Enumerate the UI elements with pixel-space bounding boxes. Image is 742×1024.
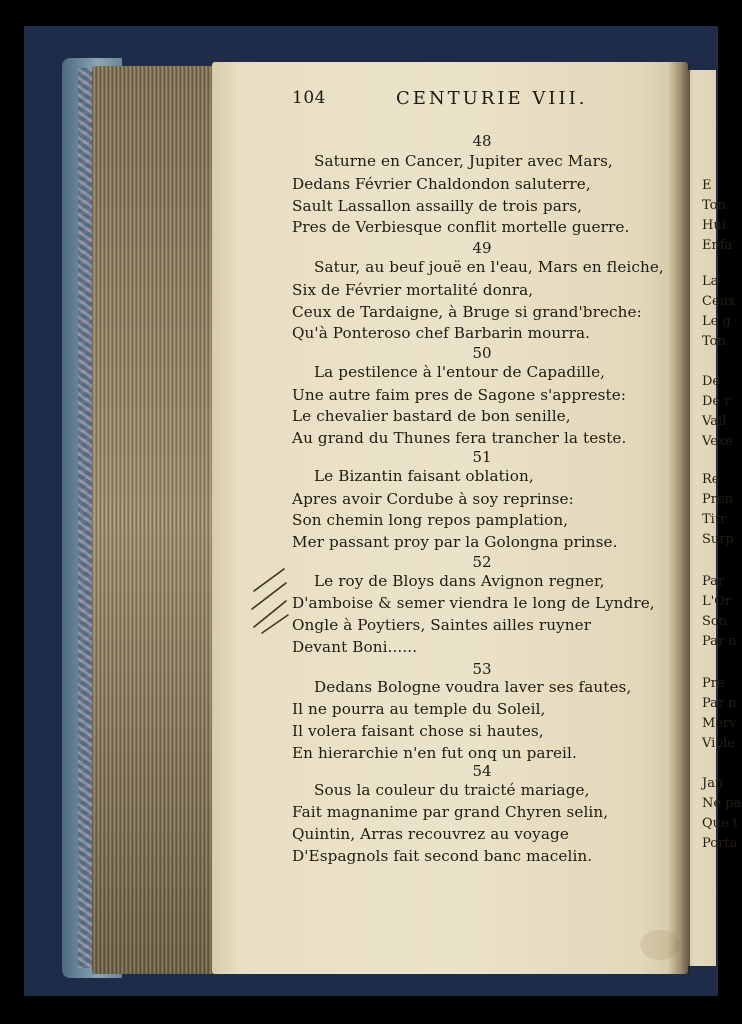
facing-fragment: Viole xyxy=(702,736,735,751)
verse-line: Le Bizantin faisant oblation, xyxy=(314,467,534,485)
verse-line: Au grand du Thunes fera trancher la teste. xyxy=(292,429,627,447)
verse-line: Mer passant proy par la Golongna prinse. xyxy=(292,533,618,551)
verse-line: Devant Boni...... xyxy=(292,638,418,656)
verse-line: Le chevalier bastard de bon senille, xyxy=(292,407,571,425)
verse-line: Apres avoir Cordube à soy reprinse: xyxy=(292,490,574,508)
quatrain-number: 49 xyxy=(472,239,492,257)
facing-fragment: La xyxy=(702,274,719,289)
facing-fragment: Pre xyxy=(702,676,725,691)
quatrain-number: 48 xyxy=(472,132,492,150)
verse-line: D'amboise & semer viendra le long de Lyndre, xyxy=(292,594,655,612)
quatrain-number: 54 xyxy=(472,762,492,780)
facing-fragment: Enfa xyxy=(702,238,733,253)
facing-fragment: Titr xyxy=(702,512,727,527)
facing-fragment: Vail xyxy=(702,414,727,429)
facing-fragment: Vexe xyxy=(702,434,733,449)
facing-fragment: Son xyxy=(702,614,728,629)
verse-line: Une autre faim pres de Sagone s'appreste: xyxy=(292,386,627,404)
facing-fragment: De r xyxy=(702,394,731,409)
facing-fragment: E xyxy=(702,178,712,193)
facing-fragment: Porta xyxy=(702,836,738,851)
facing-fragment: Par n xyxy=(702,696,737,711)
facing-fragment: Re xyxy=(702,472,720,487)
verse-line: Dedans Bologne voudra laver ses fautes, xyxy=(314,678,632,696)
quatrain-number: 52 xyxy=(472,553,492,571)
facing-fragment: Le g xyxy=(702,314,731,329)
verse-line: Le roy de Bloys dans Avignon regner, xyxy=(314,572,605,590)
verse-line: Ceux de Tardaigne, à Bruge si grand'breche: xyxy=(292,303,642,321)
page-number: 104 xyxy=(292,88,326,108)
facing-fragment: Hui xyxy=(702,218,726,233)
facing-fragment: Merv xyxy=(702,716,737,731)
verse-line: Il volera faisant chose si hautes, xyxy=(292,722,544,740)
facing-fragment: Par xyxy=(702,574,725,589)
facing-fragment: Ne pa xyxy=(702,796,742,811)
facing-fragment: Ceux xyxy=(702,294,736,309)
verse-line: Satur, au beuf jouë en l'eau, Mars en fleiche, xyxy=(314,258,664,276)
verse-line: Qu'à Ponteroso chef Barbarin mourra. xyxy=(292,324,591,342)
facing-fragment: De xyxy=(702,374,721,389)
verse-line: En hierarchie n'en fut onq un pareil. xyxy=(292,744,577,762)
verse-line: Six de Février mortalité donra, xyxy=(292,281,534,299)
verse-line: Saturne en Cancer, Jupiter avec Mars, xyxy=(314,152,613,170)
verse-line: Il ne pourra au temple du Soleil, xyxy=(292,700,546,718)
running-title: CENTURIE VIII. xyxy=(396,88,588,109)
facing-fragment: Pren xyxy=(702,492,734,507)
facing-fragment: Par n xyxy=(702,634,737,649)
facing-fragment: L'Or xyxy=(702,594,732,609)
verse-line: La pestilence à l'entour de Capadille, xyxy=(314,363,606,381)
quatrain-number: 51 xyxy=(472,448,492,466)
quatrain-number: 50 xyxy=(472,344,492,362)
verse-line: Sault Lassallon assailly de trois pars, xyxy=(292,197,583,215)
verse-line: D'Espagnols fait second banc macelin. xyxy=(292,847,593,865)
verse-line: Pres de Verbiesque conflit mortelle guerre. xyxy=(292,218,630,236)
quatrain-number: 53 xyxy=(472,660,492,678)
facing-fragment: Ton xyxy=(702,334,726,349)
facing-fragment: Surp xyxy=(702,532,734,547)
facing-fragment: Que t xyxy=(702,816,739,831)
facing-fragment: Ton xyxy=(702,198,726,213)
verse-line: Dedans Février Chaldondon saluterre, xyxy=(292,175,591,193)
verse-line: Ongle à Poytiers, Saintes ailles ruyner xyxy=(292,616,592,634)
facing-fragment: Jan xyxy=(702,776,724,791)
verse-line: Sous la couleur du traicté mariage, xyxy=(314,781,590,799)
verse-line: Son chemin long repos pamplation, xyxy=(292,511,569,529)
verse-line: Fait magnanime par grand Chyren selin, xyxy=(292,803,609,821)
verse-line: Quintin, Arras recouvrez au voyage xyxy=(292,825,569,843)
manuscript-mark xyxy=(250,565,290,635)
